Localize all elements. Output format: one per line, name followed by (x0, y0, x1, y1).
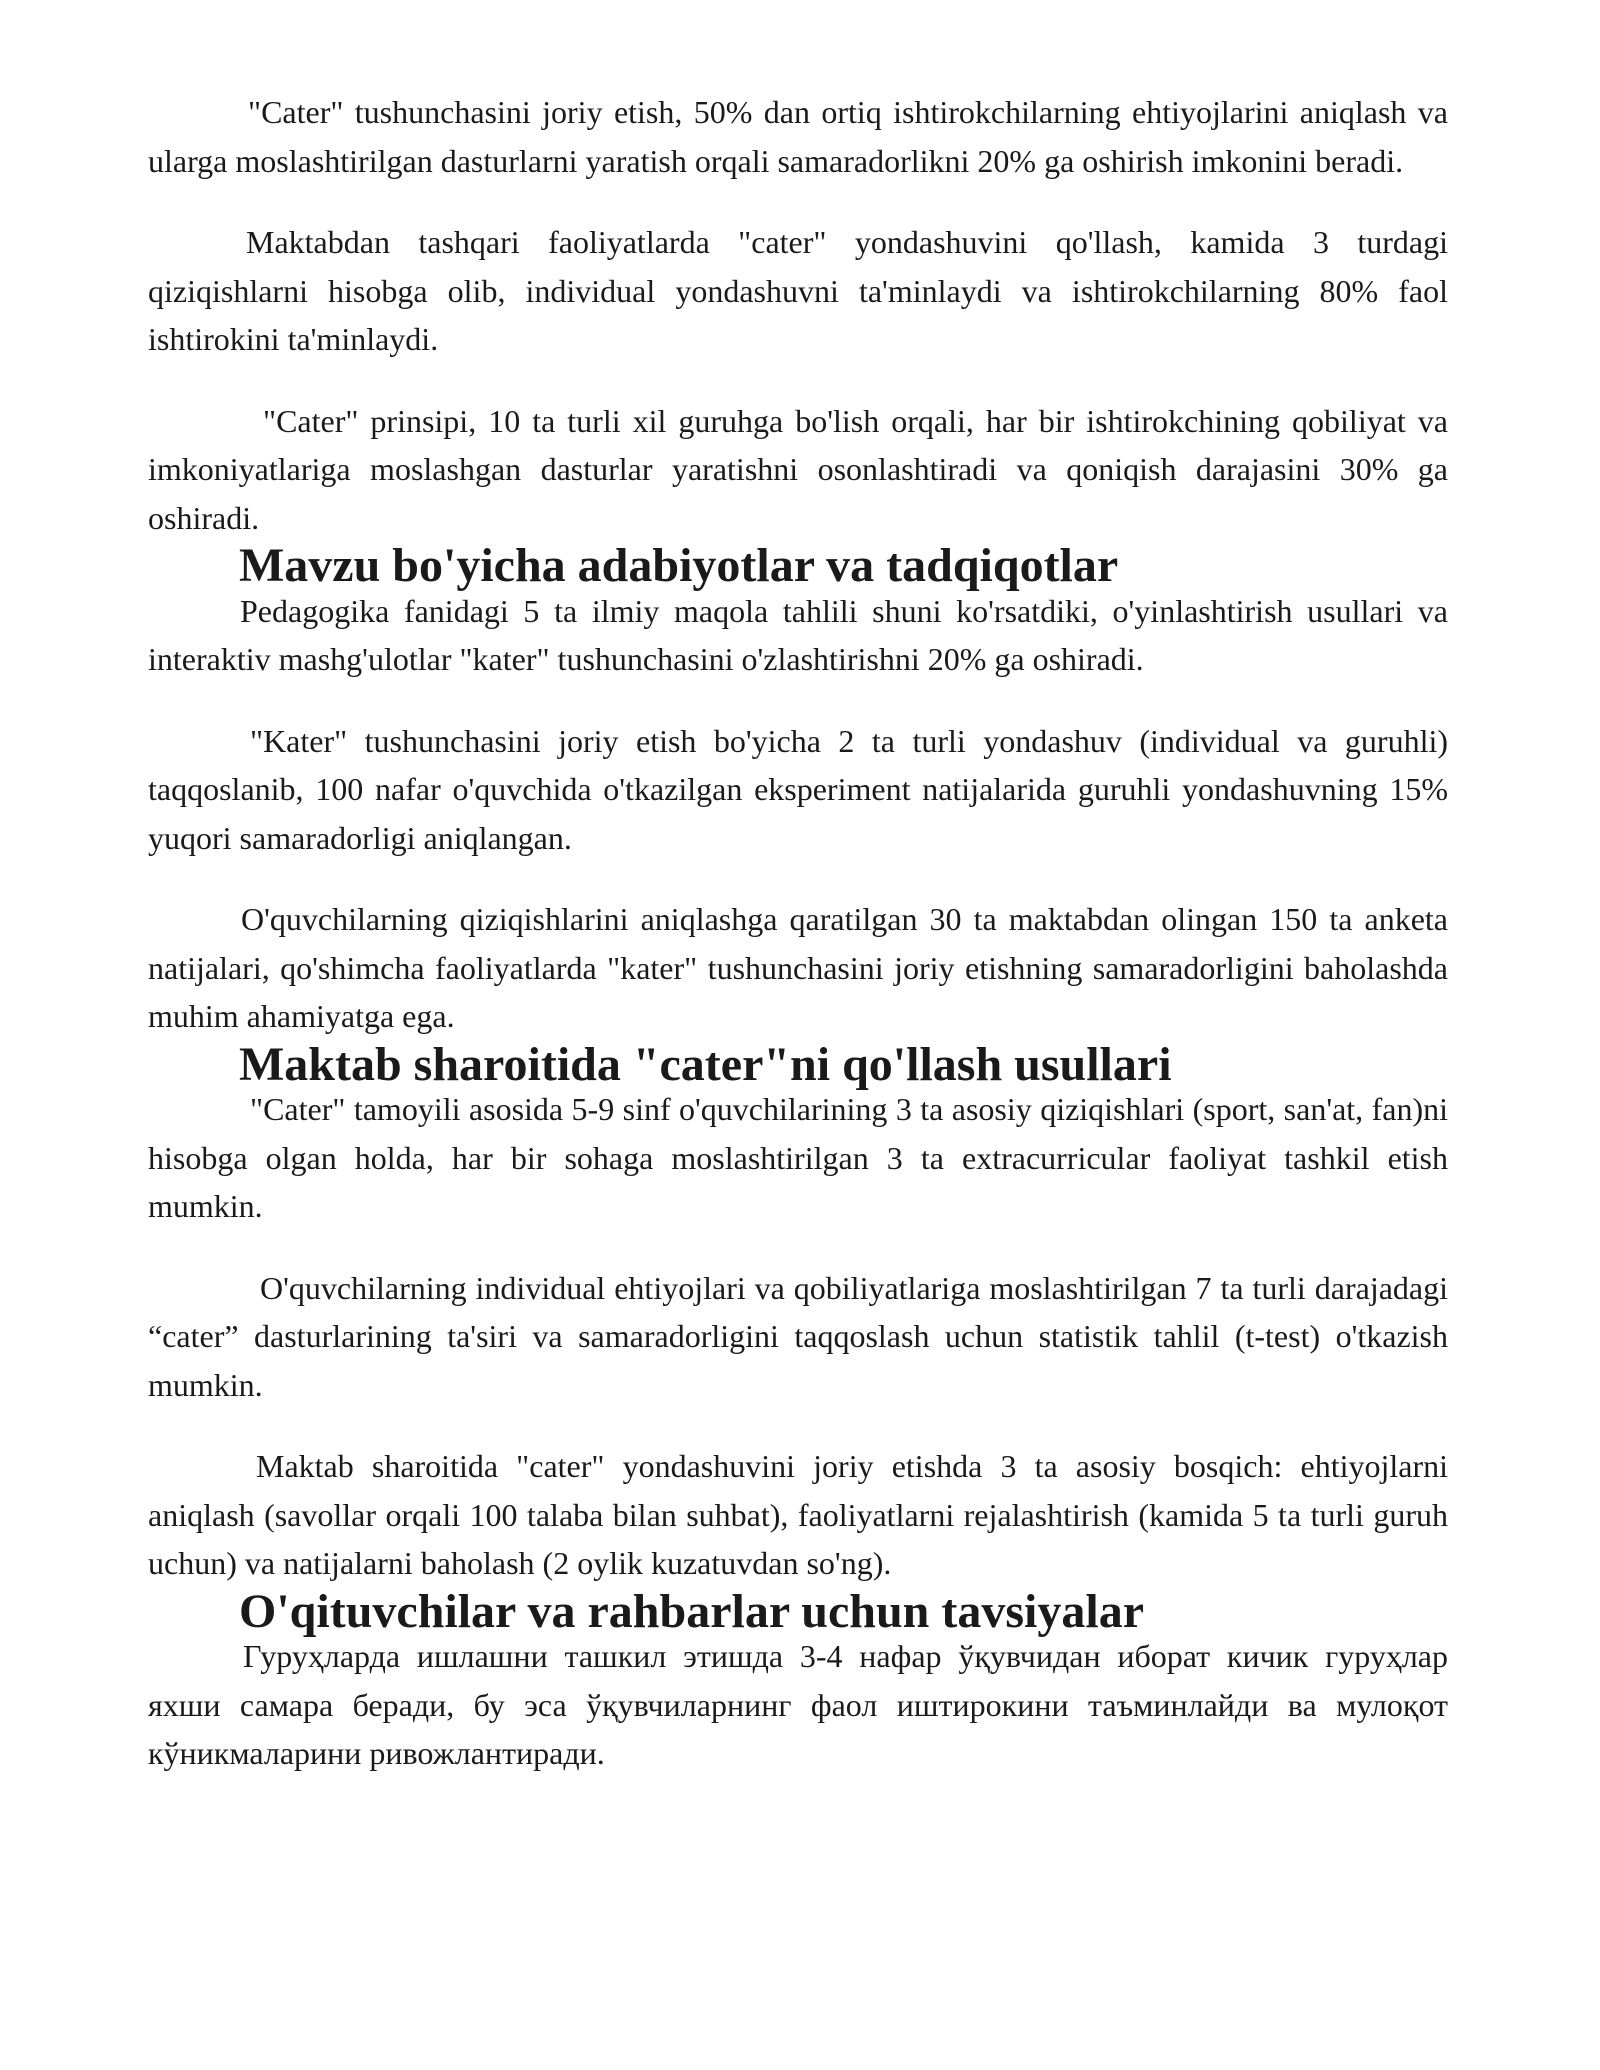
section-heading: Mavzu bo'yicha adabiyotlar va tadqiqotlar (239, 539, 1119, 592)
section-heading: Maktab sharoitida "cater"ni qo'llash usullari (239, 1037, 1172, 1091)
document-page (148, 88, 1448, 1778)
paragraph: O'quvchilarning qiziqishlarini aniqlashga qaratilgan 30 ta maktabdan olingan 150 ta anketa natijalari, qo'shimcha faoliyatlarda "kater" tushunchasini joriy etishning samaradorligini baholashda muhim ahamiyatga ega. (148, 901, 1448, 1034)
paragraph: "Kater" tushunchasini joriy etish bo'yicha 2 ta turli yondashuv (individual va guruhli) taqqoslanib, 100 nafar o'quvchida o'tkazilgan eksperiment natijalarida guruhli yondashuvning 15% yuqori samaradorligi aniqlangan. (148, 722, 1448, 856)
paragraph: Maktabdan tashqari faoliyatlarda "cater" yondashuvini qo'llash, kamida 3 turdagi qiziqishlarni hisobga olib, individual yondashuvni ta'minlaydi va ishtirokchilarning 80% faol ishtirokini ta'minlaydi. (148, 224, 1448, 357)
section-heading: O'qituvchilar va rahbarlar uchun tavsiyalar (239, 1584, 1144, 1638)
paragraph: Maktab sharoitida "cater" yondashuvini joriy etishda 3 ta asosiy bosqich: ehtiyojlarni aniqlash (savollar orqali 100 talaba bilan suhbat), faoliyatlarni rejalashtirish (kamida 5 ta turli guruh uchun) va natijalarni baholash (2 oylik kuzatuvdan so'ng). (148, 1448, 1448, 1581)
paragraph: "Cater" tamoyili asosida 5-9 sinf o'quvchilarining 3 ta asosiy qiziqishlari (sport, san'at, fan)ni hisobga olgan holda, har bir sohaga moslashtirilgan 3 ta extracurricular faoliyat tashkil etish mumkin. (148, 1091, 1448, 1224)
paragraph: Гуруҳларда ишлашни ташкил этишда 3-4 нафар ўқувчидан иборат кичик гуруҳлар яхши самара беради, бу эса ўқувчиларнинг фаол иштирокини таъминлайди ва мулоқот кўникмаларини ривожлантиради. (148, 1638, 1448, 1771)
paragraph: Pedagogika fanidagi 5 ta ilmiy maqola tahlili shuni ko'rsatdiki, o'yinlashtirish usullari va interaktiv mashg'ulotlar "kater" tushunchasini o'zlashtirishni 20% ga oshiradi. (148, 592, 1448, 677)
paragraph: O'quvchilarning individual ehtiyojlari va qobiliyatlariga moslashtirilgan 7 ta turli darajadagi “cater” dasturlarining ta'siri va samaradorligini taqqoslash uchun statistik tahlil (t-test) o'tkazish mumkin. (148, 1269, 1448, 1403)
paragraph: "Cater" tushunchasini joriy etish, 50% dan ortiq ishtirokchilarning ehtiyojlarini aniqlash va ularga moslashtirilgan dasturlarni yaratish orqali samaradorlikni 20% ga oshirish imkonini beradi. (148, 94, 1448, 179)
paragraph: "Cater" prinsipi, 10 ta turli xil guruhga bo'lish orqali, har bir ishtirokchining qobiliyat va imkoniyatlariga moslashgan dasturlar yaratishni osonlashtiradi va qoniqish darajasini 30% ga oshiradi. (148, 402, 1448, 536)
